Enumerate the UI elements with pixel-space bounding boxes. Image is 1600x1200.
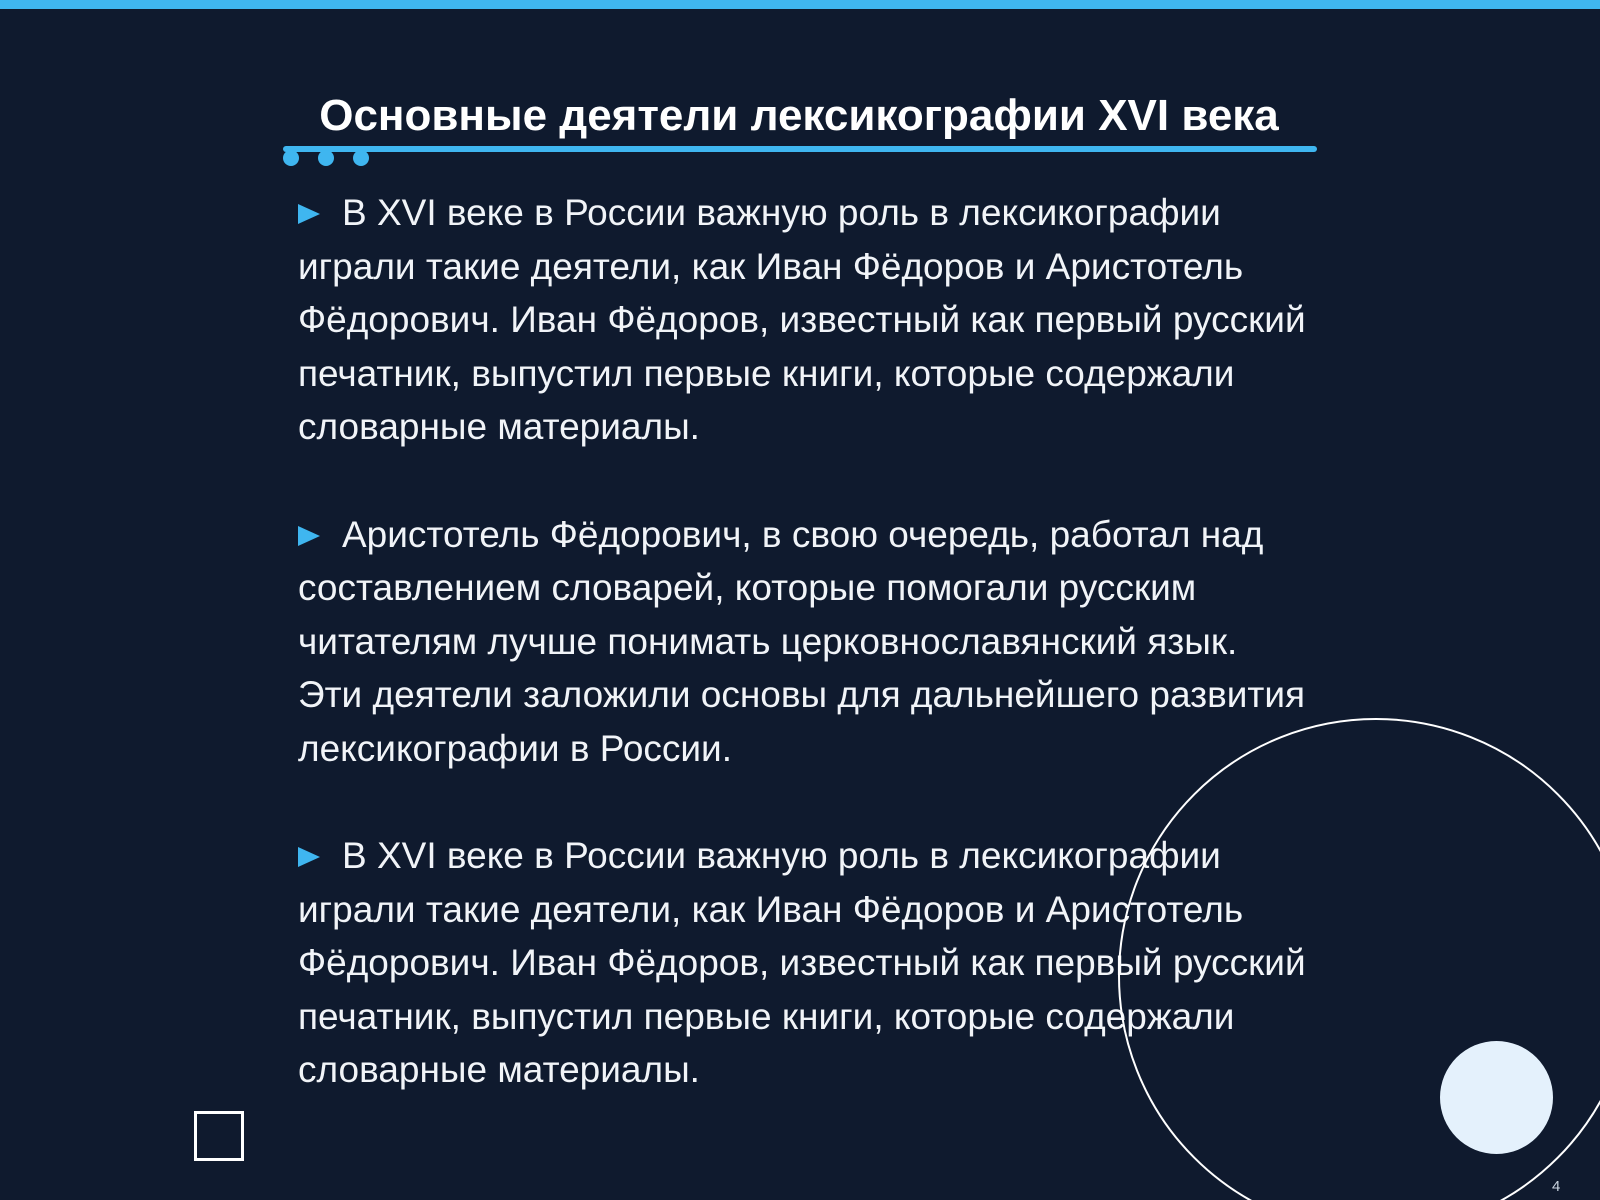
- bullet-paragraph-1: [298, 186, 1308, 454]
- slide-title: Основные деятели лексикографии XVI века: [319, 91, 1279, 140]
- title-underline: [283, 146, 1317, 152]
- bullet-arrow-icon: [298, 526, 320, 546]
- top-accent-bar: [0, 0, 1600, 9]
- decor-dot-3: [353, 150, 369, 166]
- bullet-arrow-icon: [298, 204, 320, 224]
- bullet-arrow-icon: [298, 847, 320, 867]
- decor-circle-filled: [1440, 1041, 1553, 1154]
- paragraph-text: В XVI веке в России важную роль в лексикографии играли такие деятели, как Иван Фёдоров и Аристотель Фёдорович. Иван Фёдоров, известный как первый русский печатник, выпустил первые книги, которые содержали словарные материалы.: [298, 835, 1306, 1090]
- decor-dot-1: [283, 150, 299, 166]
- bullet-paragraph-2: [298, 508, 1308, 776]
- decor-dot-2: [318, 150, 334, 166]
- page-number: 4: [1552, 1178, 1561, 1195]
- paragraph-text: В XVI веке в России важную роль в лексикографии играли такие деятели, как Иван Фёдоров и Аристотель Фёдорович. Иван Фёдоров, известный как первый русский печатник, выпустил первые книги, которые содержали словарные материалы.: [298, 192, 1306, 447]
- decor-square-outline: [194, 1111, 244, 1161]
- paragraph-text: Аристотель Фёдорович, в свою очередь, работал над составлением словарей, которые помогали русским читателям лучше понимать церковнославянский язык. Эти деятели заложили основы для дальнейшего развития лексикографии в России.: [298, 513, 1306, 769]
